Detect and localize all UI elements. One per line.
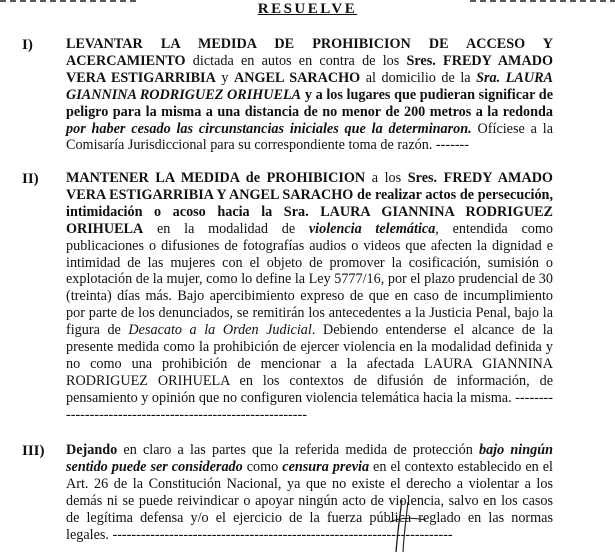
- section-text: [66, 170, 553, 424]
- text-run: bajo ningún sentido puede ser considerado: [66, 442, 553, 475]
- text-run: a los: [365, 170, 408, 186]
- text-run: . Debiendo entenderse el alcance de la presente medida como la prohibición de ejercer violencia en la modalidad definida y no como una prohibición de mencionar a la afectada LAURA GIANNINA RODRIGUEZ ORIHUELA en los contextos de difusión de información, de pensamiento y opinión que no configuren violencia telemática hacia la misma. -----------------------------------------------------------: [66, 322, 553, 423]
- text-run: censura previa: [282, 458, 370, 475]
- text-run: al domicilio de la: [360, 69, 477, 86]
- text-run: Desacato a la Orden Judicial: [128, 322, 312, 339]
- text-run: , entendida como publicaciones o difusiones de fotografías audios o videos que afecten la dignidad e intimidad de las mujeres con el objeto de promover la cosificación, sumisión o explotación de la mujer, como lo define la Ley 5777/16, por el plazo prudencial de 30 (treinta) días más. Bajo apercibimiento expreso de que en caso de incumplimiento por parte de los denunciados, se remitirán los antecedentes a la Justicia Penal, bajo la figura de: [66, 220, 553, 339]
- handwritten-signature-stroke: [388, 498, 428, 552]
- text-run: violencia telemática: [308, 220, 436, 237]
- section-number: III): [22, 443, 45, 459]
- text-run: en el contexto establecido en el Art. 26 de la Constitución Nacional, ya que no existe el derecho a violentar a los demás ni se puede reivindicar o apoyar ningún acto de violencia, salvo en los casos de legítima defensa y/o el ejercicio de la fuerza pública reglado en las normas legales. ------------------------------------------------------------------------: [66, 458, 553, 543]
- text-run: Dejando: [66, 442, 118, 458]
- text-run: Sra. LAURA GIANNINA RODRIGUEZ ORIHUELA: [66, 69, 554, 103]
- text-run: MANTENER LA MEDIDA de PROHIBICION: [66, 170, 366, 186]
- text-run: por haber cesado las circunstancias iniciales que la determinaron.: [66, 120, 472, 137]
- text-run: ANGEL SARACHO: [234, 69, 361, 86]
- text-run: en la modalidad de: [143, 220, 309, 237]
- text-run: y: [215, 69, 234, 86]
- text-run: dictada en autos en contra de los: [185, 52, 407, 69]
- section-text: [66, 442, 553, 543]
- text-run: en claro a las partes que la referida medida de protección: [117, 442, 479, 458]
- text-run: Sres. FREDY AMADO VERA ESTIGARRIBIA Y ANGEL SARACHO de realizar actos de persecución, intimidación o acoso hacia la Sra. LAURA GIANNINA RODRIGUEZ ORIHUELA: [66, 170, 553, 237]
- section-number: I): [22, 37, 33, 53]
- section-number: II): [22, 171, 39, 187]
- text-run: y a los lugares que pudieran significar de peligro para la misma a una distancia de no menor de 200 metros a la redonda: [66, 86, 553, 120]
- text-run: Sres. FREDY AMADO VERA ESTIGARRIBIA: [66, 52, 553, 86]
- text-run: como: [242, 458, 283, 475]
- resolution-heading: RESUELVE: [257, 1, 358, 17]
- section-text: [66, 36, 553, 154]
- text-run: Ofíciese a la Comisaría Jurisdiccional para su correspondiente toma de razón. -------: [66, 120, 553, 154]
- text-run: LEVANTAR LA MEDIDA DE PROHIBICION DE ACCESO Y ACERCAMIENTO: [66, 36, 553, 69]
